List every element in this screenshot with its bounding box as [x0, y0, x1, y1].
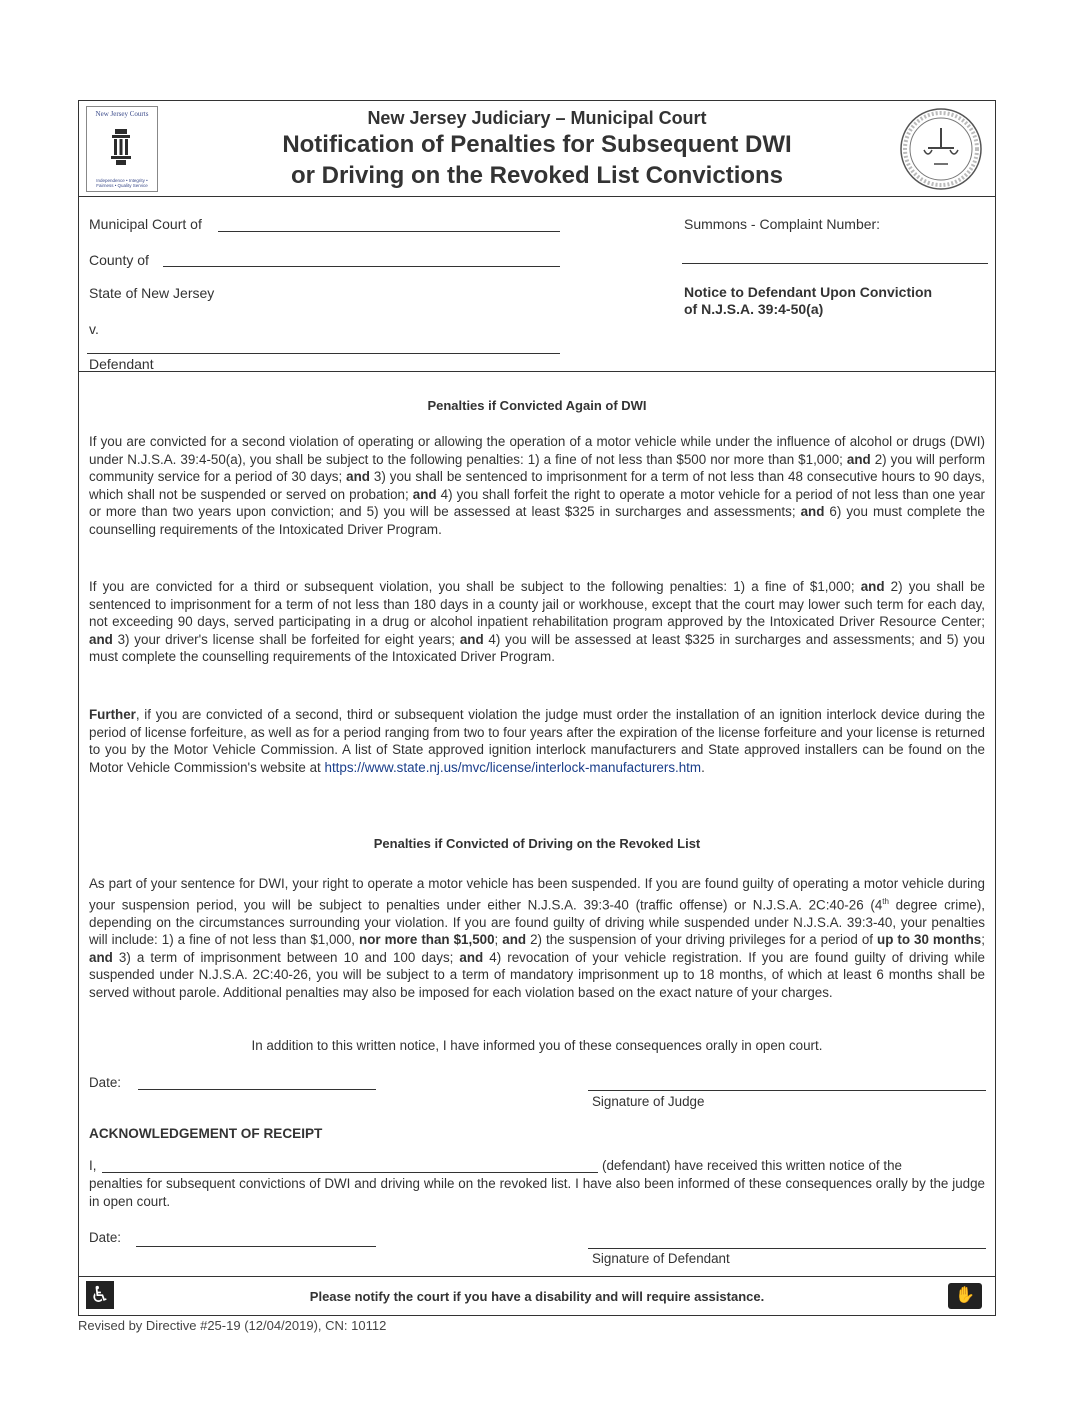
defendant-signature-field[interactable]	[588, 1248, 986, 1249]
oral-notice-statement: In addition to this written notice, I have informed you of these consequences orally in open court.	[251, 1038, 823, 1053]
revoked-text-b: degree crime), depending on the circumstances surrounding your violation. If you are found guilty of driving while suspended under N.J.S.A. 39:3-40, your penalties will include: 1) a fine of not less than $1,000,	[89, 897, 986, 948]
county-field[interactable]	[163, 266, 560, 267]
accessibility-footer	[78, 1276, 996, 1315]
ack-i-label: I,	[89, 1158, 97, 1173]
dwi-p1-and: and	[846, 451, 871, 467]
revoked-emphasis: up to 30 months	[877, 932, 982, 948]
case-caption	[78, 197, 996, 372]
interlock-paragraph	[89, 706, 985, 776]
revoked-text-c: ;	[494, 932, 503, 948]
ordinal-superscript: th	[882, 896, 889, 906]
defendant-name-field[interactable]	[102, 1172, 598, 1173]
revoked-text-f: 3) a term of imprisonment between 10 and 100 days;	[112, 949, 460, 965]
form-title-line2: or Driving on the Revoked List Convictions	[290, 162, 784, 189]
revision-note: Revised by Directive #25-19 (12/04/2019), CN: 10112	[78, 1318, 387, 1333]
revoked-emphasis: nor more than $1,500	[359, 932, 495, 948]
judge-signature-field[interactable]	[588, 1090, 986, 1091]
logo-top-text: New Jersey Courts	[95, 110, 149, 118]
sign-language-icon: ✋	[948, 1283, 982, 1309]
municipal-court-label: Municipal Court of	[89, 216, 202, 232]
interlock-text-end: .	[701, 759, 705, 775]
defendant-signature-label: Signature of Defendant	[592, 1251, 730, 1266]
judge-date-label: Date:	[89, 1075, 122, 1090]
revoked-and: and	[459, 949, 484, 965]
defendant-date-label: Date:	[89, 1230, 122, 1245]
notice-line1: Notice to Defendant Upon Conviction	[684, 284, 933, 300]
dwi-p2-text-a: If you are convicted for a third or subsequent violation, you shall be subject to the following penalties: 1) a fine of $1,000;	[89, 579, 861, 594]
county-label: County of	[89, 252, 149, 268]
form-page	[78, 100, 996, 1316]
dwi-p1-text-e: 6) you must complete the counselling requirements of the Intoxicated Driver Program.	[89, 504, 985, 537]
dwi-p1-text-b: 2) you will perform community service for a period of 30 days;	[89, 451, 985, 485]
summons-number-field[interactable]	[682, 263, 988, 264]
defendant-label: Defendant	[89, 356, 154, 372]
dwi-p2-text-c: 3) your driver's license shall be forfeited for eight years;	[112, 631, 460, 647]
form-header	[78, 100, 996, 197]
interlock-manufacturers-link[interactable]: https://www.state.nj.us/mvc/license/interlock-manufacturers.htm	[324, 759, 702, 775]
dwi-p2-text-d: 4) you will be assessed at least $325 in surcharges and assessments; and 5) you must complete the counselling requirements of the Intoxicated Driver Program.	[89, 631, 985, 665]
disability-notice: Please notify the court if you have a disability and will require assistance.	[309, 1289, 765, 1304]
dwi-p2-and: and	[860, 579, 885, 594]
notice-line2: of N.J.S.A. 39:4-50(a)	[684, 301, 824, 317]
logo-bottom-text: Independence • Integrity • Fairness • Quality Service	[96, 178, 148, 188]
defendant-field[interactable]	[87, 353, 560, 354]
judge-signature-label: Signature of Judge	[592, 1094, 705, 1109]
judge-date-field[interactable]	[138, 1089, 376, 1090]
dwi-p2-text-b: 2) you shall be sentenced to imprisonment for a term of not less than 180 days in a county jail or workhouse, except that the court may lower such term for each day, not exceeding 90 days, served participating in a drug or alcohol inpatient rehabilitation program approved by the Intoxicated Driver Resource Center;	[89, 579, 985, 630]
judiciary-seal-icon	[898, 106, 984, 192]
acknowledgement-title: ACKNOWLEDGEMENT OF RECEIPT	[89, 1126, 323, 1141]
summons-label: Summons - Complaint Number:	[684, 216, 881, 232]
revoked-text-a: As part of your sentence for DWI, your right to operate a motor vehicle has been suspended. If you are found guilty of operating a motor vehicle during your suspension period, you will be subject to penalties under either N.J.S.A. 39:3-40 (traffic offense) or N.J.S.A. 2C:40-26 (4	[89, 876, 985, 913]
ack-text-paragraph: penalties for subsequent convictions of DWI and driving while on the revoked list. I have also been informed of these consequences orally by the judge in open court.	[89, 1176, 985, 1209]
revoked-paragraph	[89, 875, 985, 1002]
revoked-section-title: Penalties if Convicted of Driving on the Revoked List	[373, 836, 701, 851]
form-title-line1: Notification of Penalties for Subsequent DWI	[282, 131, 792, 158]
revoked-text-g: 4) revocation of your vehicle registration. If you are found guilty of driving while suspended under N.J.S.A. 2C:40-26, you will be subject to a term of mandatory imprisonment up to 18 months, of which at least 6 months shall be served without parole. Additional penalties may also be imposed for each violation based on the exact nature of your charges.	[89, 949, 985, 1001]
dwi-p1-text-a: If you are convicted for a second violation of operating or allowing the operation of a motor vehicle while under the influence of alcohol or drugs (DWI) under N.J.S.A. 39:4-50(a), you shall be subject to the following penalties: 1) a fine of not less than $500 nor more than $1,000;	[89, 434, 985, 467]
dwi-p1-and: and	[346, 469, 370, 485]
dwi-p1-and: and	[800, 504, 825, 520]
dwi-section-title: Penalties if Convicted Again of DWI	[427, 398, 647, 413]
municipal-court-field[interactable]	[218, 231, 560, 232]
judiciary-title: New Jersey Judiciary – Municipal Court	[367, 108, 707, 128]
dwi-second-violation-paragraph	[89, 433, 985, 539]
dwi-p1-text-c: 3) you shall be sentenced to imprisonment for a term of not less than 48 consecutive hours to 90 days, which shall not be suspended or served on probation;	[89, 469, 985, 502]
further-emphasis: Further	[89, 707, 136, 722]
dwi-third-violation-paragraph	[89, 578, 985, 666]
revoked-and: and	[89, 949, 113, 965]
versus-label: v.	[89, 321, 99, 337]
dwi-p1-and: and	[412, 486, 437, 502]
dwi-p2-and: and	[459, 631, 484, 647]
revoked-and: and	[502, 932, 527, 948]
state-label: State of New Jersey	[89, 285, 215, 301]
wheelchair-icon: ♿	[86, 1281, 114, 1309]
revoked-text-d: 2) the suspension of your driving privileges for a period of	[526, 932, 878, 948]
interlock-text: , if you are convicted of a second, third or subsequent violation the judge must order the installation of an ignition interlock device during the period of license forfeiture, as well as for a period ranging from two to four years after the expiration of the license forfeiture and your license is returned to you by the Motor Vehicle Commission. A list of State approved ignition interlock manufacturers and State approved installers can be found on the Motor Vehicle Commission's website at	[89, 707, 985, 775]
dwi-p1-text-d: 4) you shall forfeit the right to operate a motor vehicle for a period of not less than one year or more than two years upon conviction; and 5) you will be assessed at least $325 in surcharges and assessments;	[89, 486, 985, 520]
revoked-text-e: ;	[981, 932, 985, 948]
defendant-date-field[interactable]	[136, 1246, 376, 1247]
dwi-p2-and: and	[89, 631, 113, 647]
ack-text-line1: (defendant) have received this written notice of the	[602, 1158, 902, 1173]
